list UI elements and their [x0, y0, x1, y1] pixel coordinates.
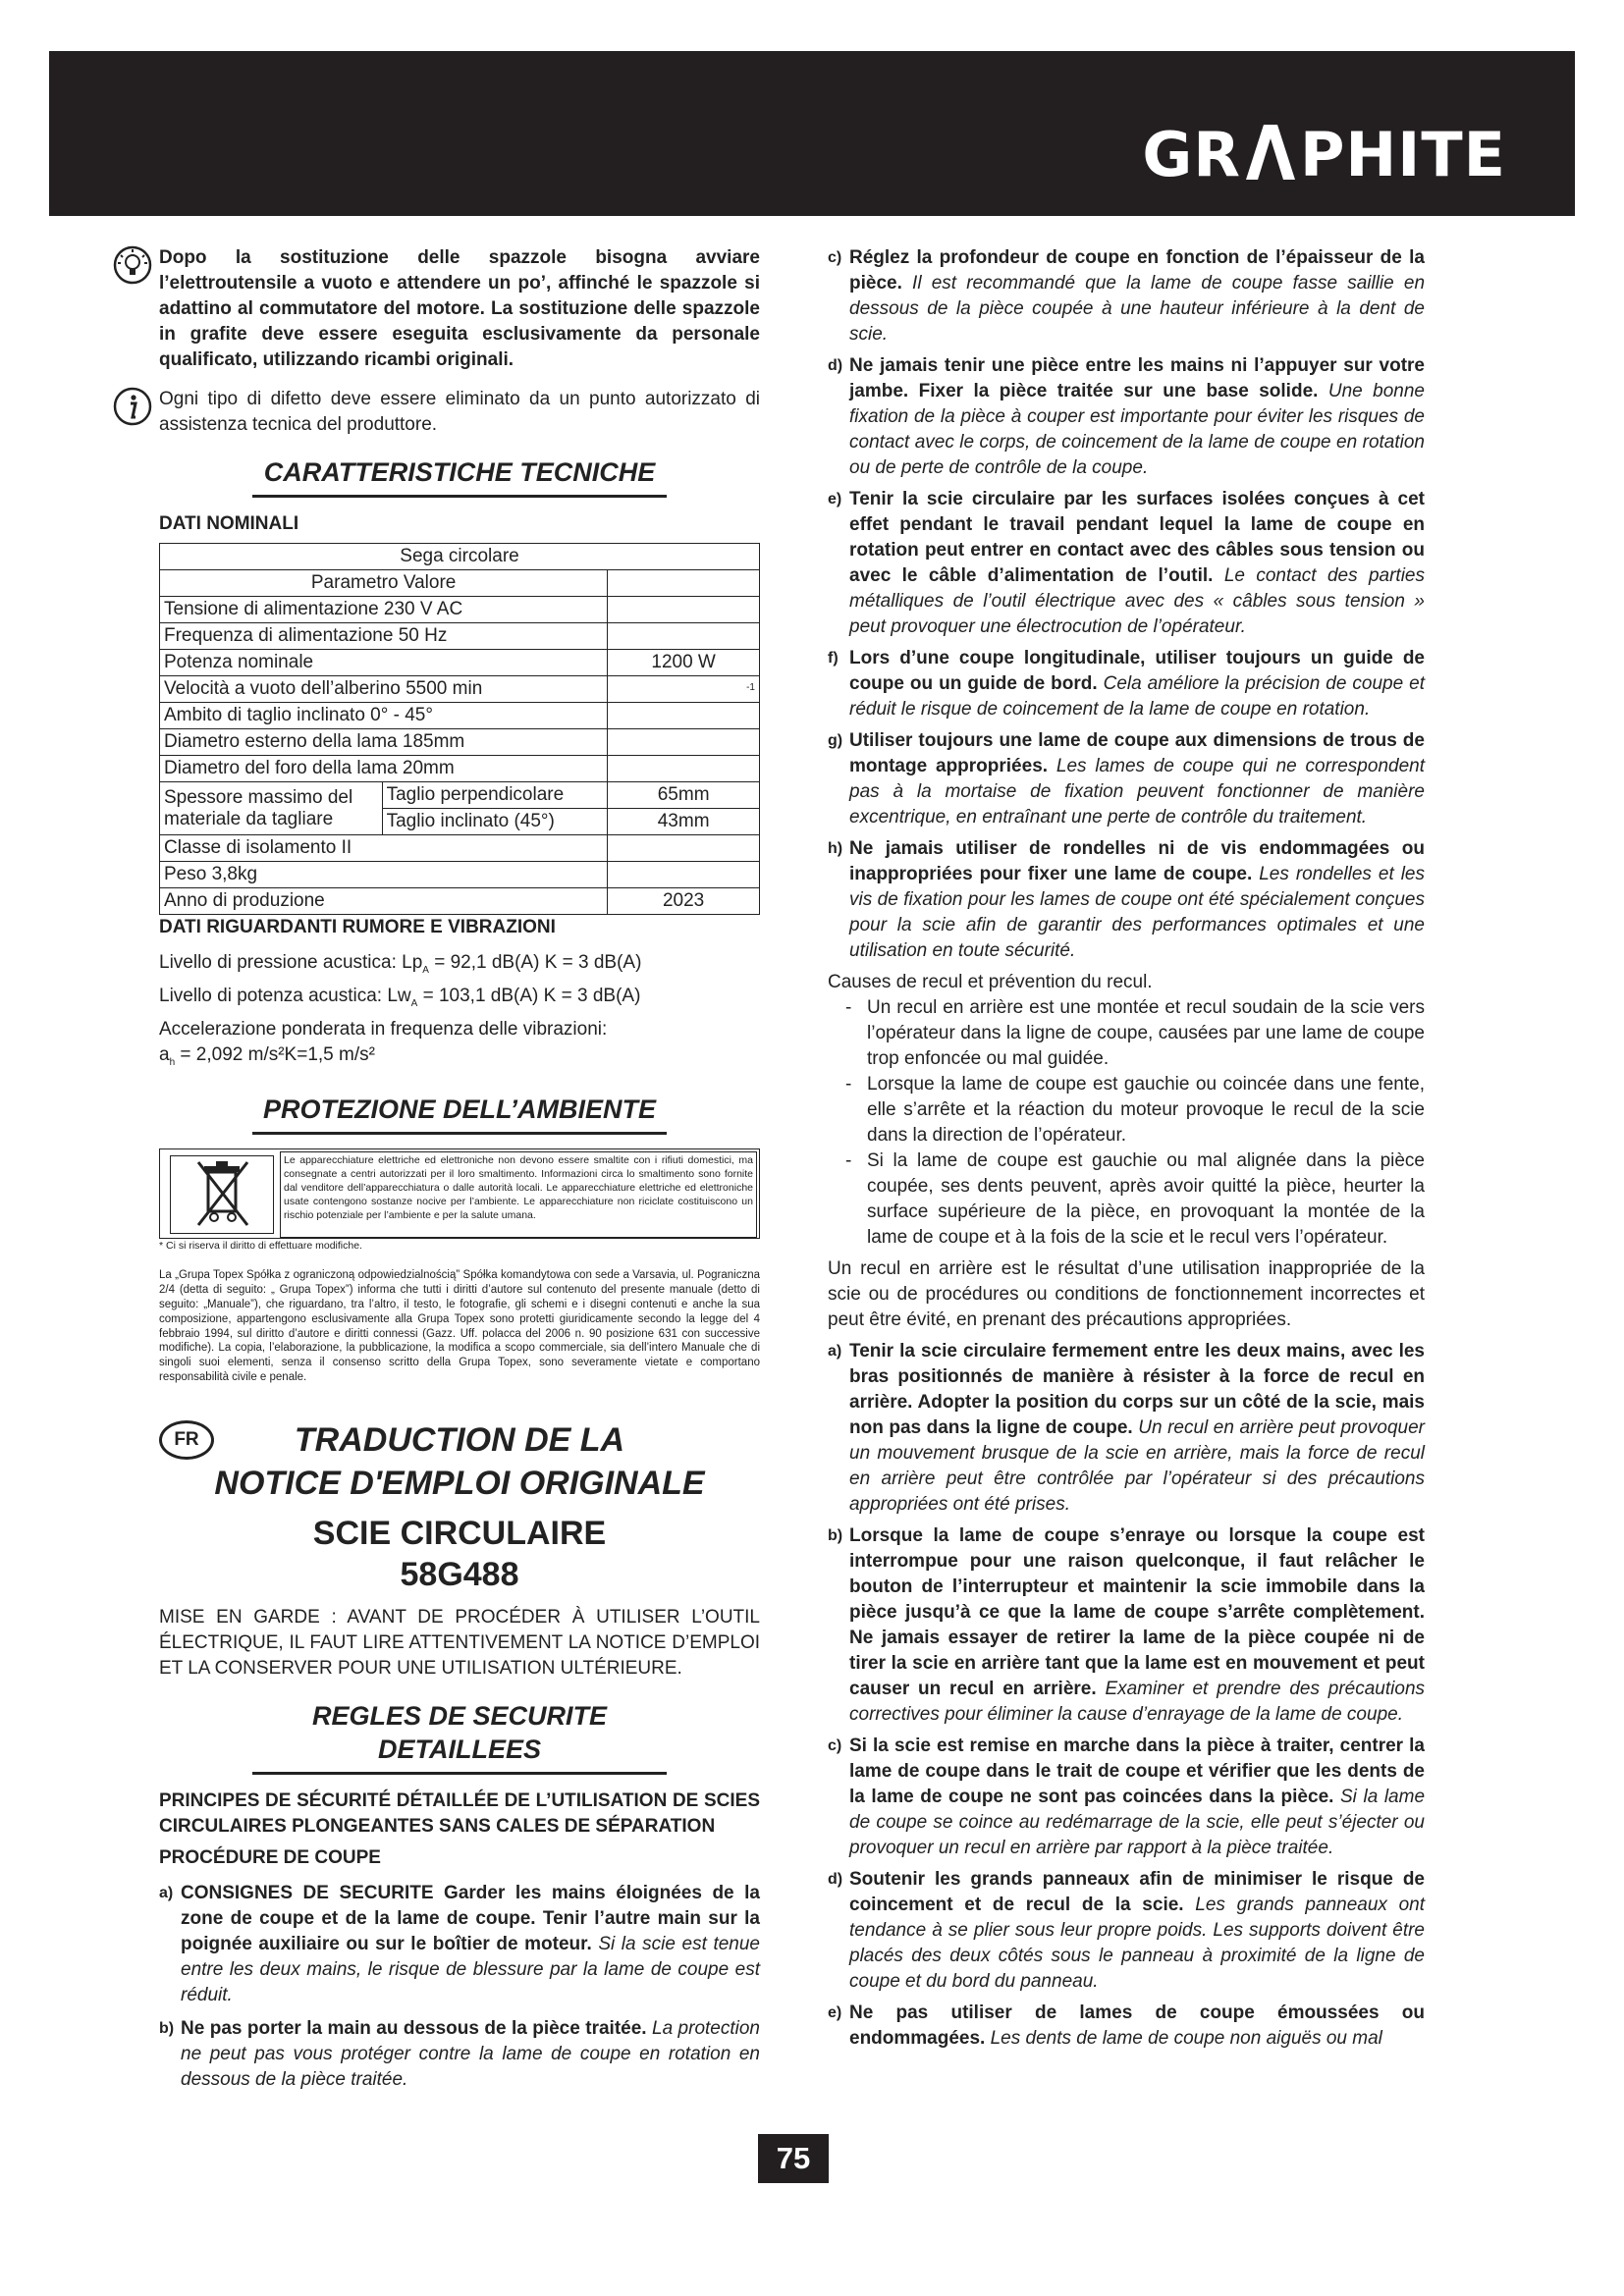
tech-heading: CARATTERISTICHE TECNICHE — [252, 455, 667, 498]
list-item: f) Lors d’une coupe longitudinale, utiliser toujours un guide de coupe ou un guide de bord. Cela améliore la précision de coupe et réduit le risque de coincement de la lame de coupe en rotation. — [828, 648, 1425, 720]
list-item: a) Tenir la scie circulaire fermement entre les deux mains, avec les bras positionnés de manière à résister à la force de recul en arrière. Adopter la position du corps sur un côté de la scie, mais non pas dans la ligne de coupe. Un recul en arrière peut provoquer un mouvement brusque de la scie en arrière, mais la force de recul en arrière peut être contrôlée par l’opérateur si des précautions appropriées ont été prises. — [828, 1341, 1425, 1515]
list-item: d) Ne jamais tenir une pièce entre les mains ni l’appuyer sur votre jambe. Fixer la pièce traitée sur une base solide. Une bonne fixation de la pièce à couper est importante pour éviter les risques de contact avec le corps, de coincement de la lame de coupe en rotation ou de perte de contrôle de la coupe. — [828, 355, 1426, 478]
list-item: c) Réglez la profondeur de coupe en fonction de l’épaisseur de la pièce. Il est recommandé que la lame de coupe fasse saillie en dessous de la pièce coupée à une hauteur inférieure à la dent de scie. — [828, 247, 1426, 345]
vibration-value: $a_h = 2,092$ m/s²K=1,5 m/s² — [159, 1043, 375, 1068]
table-row: Diametro esterno della lama 185mm — [160, 729, 760, 756]
weee-box — [159, 1148, 760, 1239]
noise-data — [159, 950, 760, 1075]
table-row: Frequenza di alimentazione 50 Hz — [160, 623, 760, 650]
left-column — [159, 245, 760, 2093]
info-note — [159, 387, 760, 438]
table-row: Classe di isolamento II — [160, 835, 760, 862]
fr-rules-heading: REGLES DE SECURITE DETAILLEES — [252, 1699, 667, 1775]
kickback-paragraph: Un recul en arrière est le résultat d’une utilisation inappropriée de la scie ou de procédures ou conditions de fonctionnement incorrectes et peut être évité, en prenant des précautions appropriées. — [828, 1258, 1425, 1330]
fr-title-line2: NOTICE D'EMPLOI ORIGINALE — [214, 1464, 705, 1502]
kickback-heading: Causes de recul et prévention du recul. — [828, 972, 1153, 992]
list-item: e) Tenir la scie circulaire par les surfaces isolées conçues à cet effet pendant le travail pendant lequel la lame de coupe en rotation peut entrer en contact avec des câbles sous tension ou avec le câble d’alimentation de l’outil. Le contact des parties métalliques de l’outil électrique avec des « câbles sous tension » peut provoquer une électrocution de l’opérateur. — [828, 489, 1425, 637]
product-name: SCIE CIRCULAIRE — [312, 1514, 607, 1552]
table-row: Potenza nominale 1200 W — [160, 650, 760, 676]
list-item: a) CONSIGNES DE SECURITE Garder les mains éloignées de la zone de coupe et de la lame de coupe. Tenir l’autre main sur la poignée auxiliaire ou sur le boîtier de moteur. Si la scie est tenue entre les deux mains, le risque de blessure par la lame de coupe est réduit. — [159, 1882, 760, 2005]
page-header — [49, 51, 1575, 216]
table-row: Taglio inclinato (45°) 43mm — [160, 809, 760, 835]
table-row: Peso 3,8kg — [160, 862, 760, 888]
list-item: d) Soutenir les grands panneaux afin de minimiser le risque de coincement et de recul de la scie. Les grands panneaux ont tendance à se plier sous leur propre poids. Les supports doivent être placés des deux côtés sous le panneau à proximité de la ligne de coupe et du bord du panneau. — [828, 1869, 1426, 1992]
list-item: - Un recul en arrière est une montée et recul soudain de la scie vers l’opérateur dans la ligne de coupe, causées par une lame de coupe trop enfoncée ou mal guidée. — [845, 997, 1425, 1069]
table-row: Ambito di taglio inclinato 0° - 45° — [160, 703, 760, 729]
table-title: Sega circolare — [160, 544, 760, 570]
noise-power: Livello di potenza acustica: $Lw_A = 103,1$ dB(A) K = 3 dB(A) — [159, 985, 641, 1009]
list-item: e) Ne pas utiliser de lames de coupe émoussées ou endommagées. Les dents de lame de coupe non aiguës ou mal — [828, 2002, 1425, 2049]
table-row: Anno di produzione 2023 — [160, 888, 760, 915]
product-model: 58G488 — [400, 1555, 519, 1593]
table-param-header: Parametro Valore — [160, 570, 608, 597]
info-icon — [113, 387, 152, 426]
fr-principles: PRINCIPES DE SÉCURITÉ DÉTAILLÉE DE L’UTILISATION DE SCIES CIRCULAIRES PLONGEANTES SANS CALES DE SÉPARATION — [159, 1789, 760, 1837]
page-number: 75 — [758, 2134, 829, 2183]
environment-heading: PROTEZIONE DELL’AMBIENTE — [252, 1093, 667, 1135]
table-row: Velocità a vuoto dell’alberino 5500 min -1 — [160, 676, 760, 703]
table-row: Diametro del foro della lama 20mm — [160, 756, 760, 782]
table-row: Tensione di alimentazione 230 V AC — [160, 597, 760, 623]
fr-warning: MISE EN GARDE : AVANT DE PROCÉDER À UTILISER L’OUTIL ÉLECTRIQUE, IL FAUT LIRE ATTENTIVEMENT LA NOTICE D’EMPLOI ET LA CONSERVER POUR UNE UTILISATION ULTÉRIEURE. — [159, 1606, 760, 1679]
list-item: b) Lorsque la lame de coupe s’enraye ou lorsque la coupe est interrompue pour une raison quelconque, il faut relâcher le bouton de l’interrupteur et maintenir la scie immobile dans la pièce jusqu’à ce que la lame de coupe s’arrête complètement. Ne jamais essayer de retirer la lame de la pièce coupée ni de tirer la scie en arrière tant que la lame est en mouvement et peut causer un recul en arrière. Examiner et prendre des précautions correctives pour éliminer la cause d’enrayage de la lame de coupe. — [828, 1525, 1426, 1725]
list-item: c) Si la scie est remise en marche dans la pièce à traiter, centrer la lame de coupe dans le trait de coupe et vérifier que les dents de la lame de coupe ne sont pas coincées dans la pièce. Si la lame de coupe se coince au redémarrage de la scie, elle peut s’éjecter ou provoquer un recul en arrière par rapport à la pièce traitée. — [828, 1735, 1426, 1858]
note-service: Ogni tipo di difetto deve essere eliminato da un punto autorizzato di assistenza tecnica del produttore. — [159, 389, 760, 435]
list-item: g) Utiliser toujours une lame de coupe aux dimensions de trous de montage appropriées. Les lames de coupe qui ne correspondent pas à la mortaise de fixation peuvent fonctionner de manière excentrique, en entraînant une perte de contrôle du traitement. — [828, 730, 1425, 828]
rated-data-heading: DATI NOMINALI — [159, 513, 299, 534]
list-item: b) Ne pas porter la main au dessous de la pièce traitée. La protection ne peut pas vous protéger contre la lame de coupe en rotation en dessous de la pièce traitée. — [159, 2017, 761, 2090]
lightbulb-icon — [113, 245, 152, 285]
weee-icon — [170, 1155, 274, 1234]
brand-logo: GR PHITE — [1142, 119, 1506, 190]
vibration-label: Accelerazione ponderata in frequenza delle vibrazioni: — [159, 1018, 608, 1040]
language-badge-fr: FR — [159, 1420, 214, 1460]
fr-title-block — [159, 1418, 760, 1505]
table-row: Spessore massimo del materiale da tagliare Taglio perpendicolare 65mm — [160, 782, 760, 809]
list-item: - Lorsque la lame de coupe est gauchie ou coincée dans une fente, elle s’arrête et la réaction du moteur provoque le recul de la scie dans la direction de l’opérateur. — [845, 1074, 1425, 1146]
logo-a-glyph — [1242, 125, 1299, 180]
tip-note — [159, 245, 760, 373]
reserve-note: * Ci si riserva il diritto di effettuare modifiche. — [159, 1240, 362, 1253]
note-brushes: Dopo la sostituzione delle spazzole bisogna avviare l’elettroutensile a vuoto e attendere un po’, affinché le spazzole si adattino al commutatore del motore. La sostituzione delle spazzole in grafite deve essere eseguita esclusivamente da personale qualificato, utilizzando ricambi originali. — [159, 247, 760, 370]
specs-table — [159, 543, 760, 915]
list-item: h) Ne jamais utiliser de rondelles ni de vis endommagées ou inappropriées pour fixer une lame de coupe. Les rondelles et les vis de fixation pour les lames de coupe ont été spécialement conçues pour la scie afin de garantir des performances optimales et une utilisation en toute sécurité. — [828, 838, 1425, 961]
list-item: - Si la lame de coupe est gauchie ou mal alignée dans la pièce coupée, ses dents peuvent, après avoir quitté la pièce, heurter la surface supérieure de la pièce, en provoquant la montée de la lame de coupe et à la fois de la scie et le recul vers l’opérateur. — [845, 1150, 1425, 1248]
noise-pressure: Livello di pressione acustica: $Lp_A = 92,1$ dB(A) K = 3 dB(A) — [159, 952, 642, 976]
weee-text: Le apparecchiature elettriche ed elettroniche non devono essere smaltite con i rifiuti domestici, ma consegnate a centri autorizzati per il loro smaltimento. Informazioni circa lo smaltimento sono fornite dal venditore dell’apparecchiatura o dalle autorità locali. Le apparecchiature elettriche ed elettroniche usate contengono sostanze nocive per l’ambiente. Le apparecchiature non riciclate costituiscono un rischio potenziale per l’ambiente e per la salute umana. — [280, 1151, 757, 1238]
fr-procedure: PROCÉDURE DE COUPE — [159, 1846, 381, 1868]
right-column — [828, 245, 1425, 2052]
fr-title-line1: TRADUCTION DE LA — [294, 1420, 625, 1459]
noise-heading: DATI RIGUARDANTI RUMORE E VIBRAZIONI — [159, 917, 556, 937]
copyright-notice: La „Grupa Topex Spółka z ograniczoną odpowiedzialnością” Spółka komandytowa con sede a Varsavia, ul. Pograniczna 2/4 (detta di seguito: „ Grupa Topex”) informa che tutti i diritti d’autore sul contenuto del presente manuale (detto di seguito: „Manuale”), che riguardano, tra l’altro, il testo, le fotografie, gli schemi e i disegni contenuti e anche la sua composizione, appartengono esclusivamente alla Grupa Topex sono protetti giuridicamente secondo la legge del 4 febbraio 1994, sul diritto d’autore e diritti connessi (Gazz. Uff. polacca del 2006 n. 90 posizione 631 con successive modifiche). La copia, l’elaborazione, la pubblicazione, la modifica a scopo commerciale, sia dell’intero Manuale che di singoli suoi elementi, senza il consenso scritto della Grupa Topex, sono severamente vietate e comportano responsabilità civile e penale. — [159, 1269, 760, 1383]
